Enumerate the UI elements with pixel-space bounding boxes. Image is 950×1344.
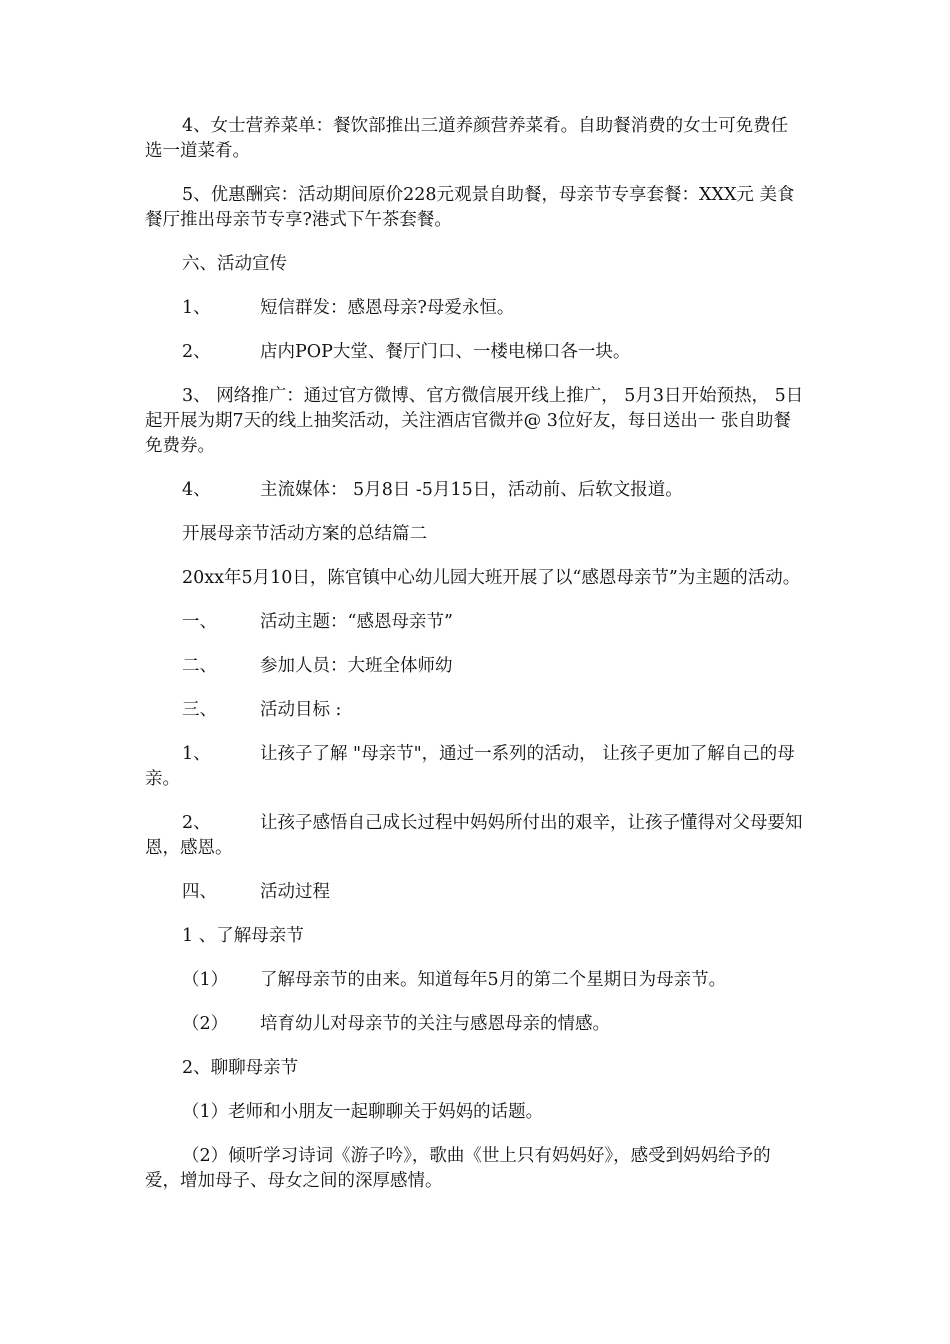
list-number: 四、 [182, 882, 217, 902]
list-item-process [145, 880, 805, 905]
list-text: 活动过程 [260, 882, 330, 902]
list-text: 主流媒体： 5月8日 -5月15日，活动前、后软文报道。 [260, 480, 683, 500]
document-body [145, 114, 805, 1213]
list-item-cultivate [145, 1012, 805, 1037]
list-item-theme [145, 610, 805, 635]
list-number: （2） [182, 1014, 229, 1034]
list-text: 让孩子了解 "母亲节"，通过一系列的活动， 让孩子更加了解自己的母亲。 [145, 744, 795, 789]
list-number: 一、 [182, 612, 217, 632]
paragraph-chat-1: （1）老师和小朋友一起聊聊关于妈妈的话题。 [182, 1102, 544, 1122]
list-item-media [145, 478, 805, 503]
paragraph-intro: 20xx年5月10日，陈官镇中心幼儿园大班开展了以“感恩母亲节”为主题的活动。 [182, 568, 801, 588]
list-item-sms [145, 296, 805, 321]
paragraph-chat-2: （2）倾听学习诗词《游子吟》，歌曲《世上只有妈妈好》，感受到妈妈给予的爱，增加母子、母女之间的深厚感情。 [145, 1146, 771, 1191]
list-text: 参加人员：大班全体师幼 [260, 656, 453, 676]
list-item-pop [145, 340, 805, 365]
list-text: 活动主题：“感恩母亲节” [260, 612, 453, 632]
list-number: 2、 [182, 813, 211, 833]
list-text: 了解母亲节的由来。知道每年5月的第二个星期日为母亲节。 [260, 970, 727, 990]
paragraph-online-promotion: 3、 网络推广：通过官方微博、官方微信展开线上推广， 5月3日开始预热， 5日起开展为期7天的线上抽奖活动，关注酒店官微并@ 3位好友，每日送出一 张自助餐免费券。 [145, 386, 804, 456]
list-text: 让孩子感悟自己成长过程中妈妈所付出的艰辛，让孩子懂得对父母要知 恩，感恩。 [145, 813, 803, 858]
list-number: 2、 [182, 342, 211, 362]
list-item-goal-2 [145, 811, 805, 861]
list-number: 1、 [182, 744, 211, 764]
heading-promotion: 六、活动宣传 [182, 254, 287, 274]
list-number: 二、 [182, 656, 217, 676]
list-text: 活动目标 : [260, 700, 342, 720]
paragraph-womens-menu: 4、女士营养菜单：餐饮部推出三道养颜营养菜肴。自助餐消费的女士可免费任选一道菜肴。 [145, 116, 789, 161]
list-number: 1、 [182, 298, 211, 318]
list-text: 店内POP大堂、餐厅门口、一楼电梯口各一块。 [260, 342, 631, 362]
list-item-goals [145, 698, 805, 723]
subheading-learn: 1 、了解母亲节 [182, 926, 304, 946]
list-item-origin [145, 968, 805, 993]
list-item-goal-1 [145, 742, 805, 792]
paragraph-discount: 5、优惠酬宾：活动期间原价228元观景自助餐，母亲节专享套餐：XXX元 美食餐厅推出母亲节专享?港式下午茶套餐。 [145, 185, 795, 230]
section-title-part-two: 开展母亲节活动方案的总结篇二 [182, 524, 427, 544]
list-text: 培育幼儿对母亲节的关注与感恩母亲的情感。 [260, 1014, 610, 1034]
list-number: 三、 [182, 700, 217, 720]
list-item-participants [145, 654, 805, 679]
list-number: （1） [182, 970, 229, 990]
subheading-chat: 2、聊聊母亲节 [182, 1058, 299, 1078]
list-number: 4、 [182, 480, 211, 500]
list-text: 短信群发：感恩母亲?母爱永恒。 [260, 298, 515, 318]
